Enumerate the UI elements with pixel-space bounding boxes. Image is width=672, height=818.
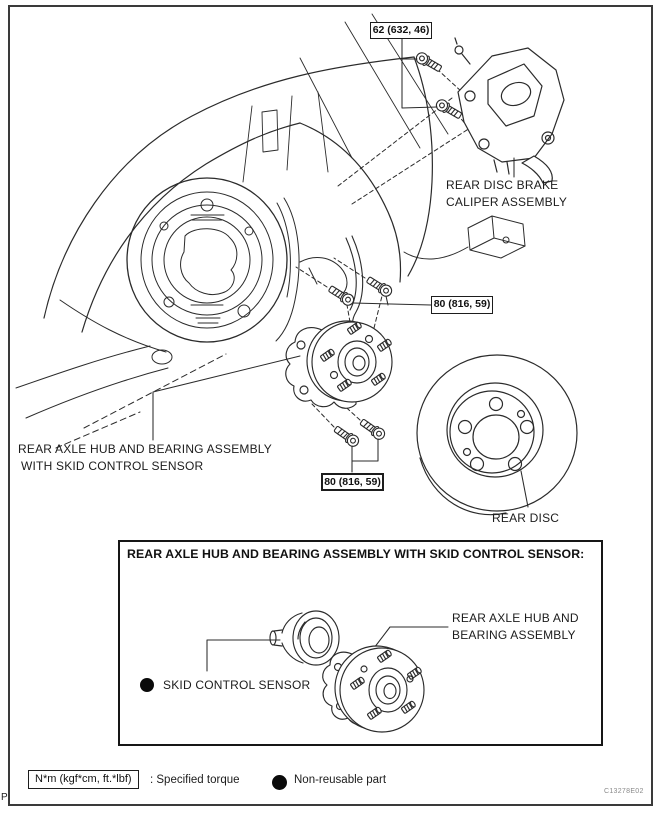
hub-bolt-upper-2 — [365, 275, 394, 299]
label-hub-line2: WITH SKID CONTROL SENSOR — [21, 458, 204, 473]
torque-box-hub-bolts-lower: 80 (816, 59) — [321, 473, 384, 491]
hub-bolt-lower-1 — [332, 424, 360, 449]
axle-hub-drawing — [286, 321, 392, 408]
brake-caliper-drawing — [455, 38, 564, 183]
legend-torque-meaning: : Specified torque — [150, 774, 240, 786]
brake-backing-plate — [127, 178, 299, 342]
spec-panel-header: REAR AXLE HUB AND BEARING ASSEMBLY WITH SKID CONTROL SENSOR: — [127, 547, 585, 561]
hub-bolt-upper-1 — [327, 284, 356, 308]
label-caliper — [446, 177, 567, 210]
caliper-bolt-2 — [434, 98, 463, 121]
skid-sensor-callout — [140, 677, 310, 694]
legend-nonreusable-meaning: Non-reusable part — [294, 774, 387, 786]
spec-panel — [118, 540, 603, 746]
legend-torque-symbol-box: N*m (kgf*cm, ft.*lbf) — [28, 770, 139, 789]
torque-box-hub-bolts-upper: 80 (816, 59) — [431, 296, 493, 314]
axle-carrier — [300, 257, 347, 295]
label-caliper-line1: REAR DISC BRAKE — [446, 178, 559, 192]
torque-box-caliper-bolts: 62 (632, 46) — [370, 22, 432, 39]
body-panel-lines — [243, 14, 448, 182]
label-panel-hub-line2: BEARING ASSEMBLY — [452, 627, 576, 642]
rear-disc-drawing — [417, 355, 577, 515]
page-letter: P — [1, 792, 8, 803]
fender-outline — [44, 57, 432, 332]
hub-bolt-lower-2 — [358, 417, 386, 442]
label-hub-line1: REAR AXLE HUB AND BEARING ASSEMBLY — [18, 442, 272, 456]
label-skid-control-sensor: SKID CONTROL SENSOR — [163, 678, 311, 692]
label-panel-hub — [452, 610, 579, 643]
non-reusable-bullet-icon — [140, 678, 154, 692]
label-caliper-line2: CALIPER ASSEMBLY — [446, 194, 568, 209]
legend-non-reusable-icon — [272, 775, 287, 790]
label-rear-disc: REAR DISC — [492, 511, 560, 525]
label-hub-assembly — [18, 441, 272, 474]
label-panel-hub-line1: REAR AXLE HUB AND — [452, 611, 579, 625]
figure-code: C13278E02 — [604, 788, 644, 795]
sensor-connector-bracket — [404, 216, 525, 259]
suspension-arms — [16, 300, 226, 448]
